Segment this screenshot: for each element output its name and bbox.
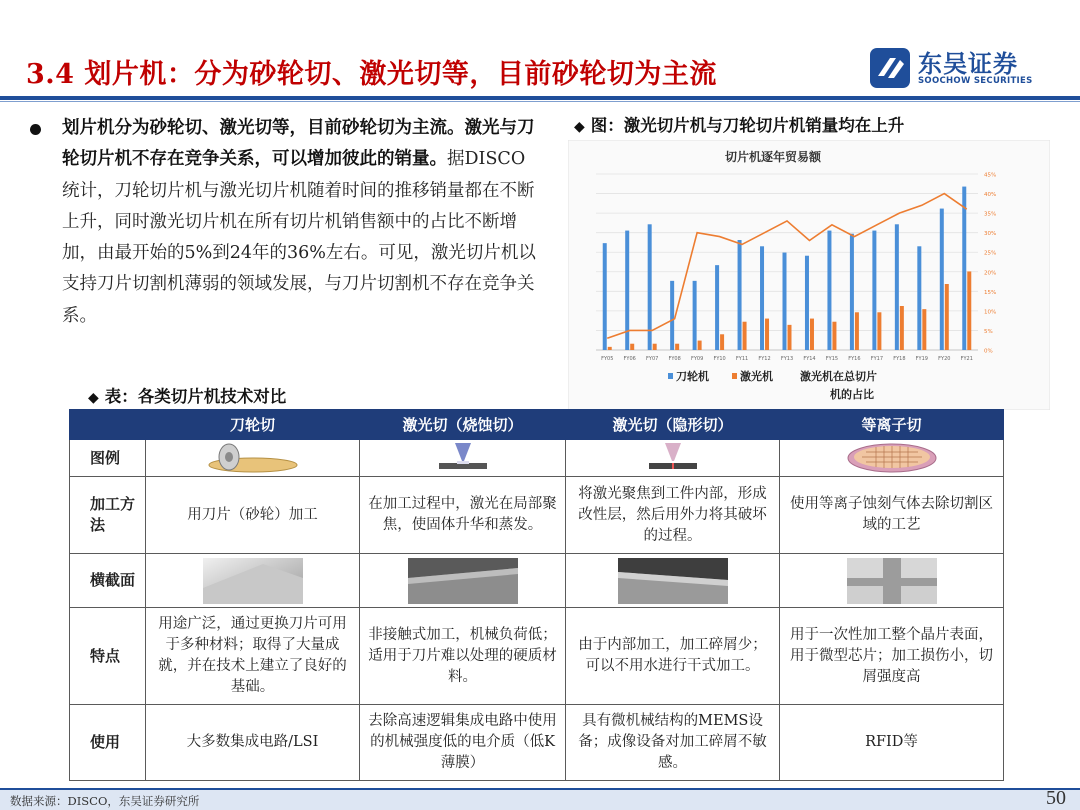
header-laser-ablation: 激光切（烧蚀切） — [360, 410, 566, 440]
usage-laser-stealth: 具有微机械结构的MEMS设备；成像设备对加工碎屑不敏感。 — [566, 705, 780, 781]
bar-blade — [805, 256, 809, 350]
page-title: 3.4 划片机：分为砂轮切、激光切等，目前砂轮切为主流 — [26, 59, 717, 90]
bar-blade — [895, 224, 899, 350]
x-tick-label: FY14 — [803, 356, 816, 362]
bar-laser — [788, 325, 792, 350]
x-tick-label: FY20 — [938, 356, 951, 362]
stealth-cross-section-image — [618, 558, 728, 604]
x-tick-label: FY05 — [601, 356, 614, 362]
x-tick-label: FY17 — [870, 356, 884, 362]
plasma-cross-section-image — [847, 558, 937, 604]
header-laser-stealth: 激光切（隐形切） — [566, 410, 780, 440]
bar-laser — [832, 322, 836, 350]
legend-label: 激光机 — [740, 370, 773, 383]
bar-laser — [922, 309, 926, 350]
y-tick-label: 5% — [984, 328, 993, 335]
y-tick-label: 35% — [984, 211, 997, 218]
intro-body: 据DISCO统计，刀轮切片机与激光切片机随着时间的推移销量都在不断上升，同时激光切片机在所有切片机销售额中的占比不断增加，由最开始的5%到24年的36%左右。可见，激光切片机以支持刀片切割机薄弱的领域发展，与刀片切割机不存在竞争关系。 — [62, 149, 536, 326]
y-tick-label: 0% — [984, 348, 993, 355]
x-tick-label: FY07 — [646, 356, 659, 362]
method-laser-stealth: 将激光聚焦到工件内部，形成改性层，然后用外力将其破坏的过程。 — [566, 477, 780, 554]
x-tick-label: FY12 — [758, 356, 771, 362]
bar-laser — [608, 347, 612, 350]
usage-laser-ablation: 去除高速逻辑集成电路中使用的机械强度低的电介质（低K薄膜） — [360, 705, 566, 781]
bar-blade — [760, 246, 764, 350]
features-laser-ablation: 非接触式加工，机械负荷低；适用于刀片难以处理的硬质材料。 — [360, 608, 566, 705]
y-tick-label: 20% — [984, 270, 997, 277]
blade-cross-section-image — [203, 558, 303, 604]
features-blade: 用途广泛，通过更换刀片可用于多种材料；取得了大量成就，并在技术上建立了良好的基础。 — [146, 608, 360, 705]
plasma-wafer-icon — [844, 442, 940, 474]
x-tick-label: FY15 — [825, 356, 839, 362]
row-head-method: 加工方法 — [70, 477, 146, 554]
legend-label: 激光机在总切片 — [800, 370, 877, 383]
bar-blade — [917, 246, 921, 350]
blade-illustration — [146, 440, 360, 477]
data-source: 数据来源：DISCO，东吴证券研究所 — [10, 794, 200, 808]
x-tick-label: FY10 — [713, 356, 726, 362]
plasma-illustration — [780, 440, 1004, 477]
legend-swatch — [668, 373, 673, 379]
bar-blade — [962, 187, 966, 350]
header-blade: 刀轮切 — [146, 410, 360, 440]
bar-laser — [698, 341, 702, 350]
intro-paragraph — [62, 113, 542, 332]
stealth-laser-icon — [643, 443, 703, 473]
chart-svg — [568, 140, 1050, 410]
bar-laser — [720, 334, 724, 350]
row-head-usage: 使用 — [70, 705, 146, 781]
bar-blade — [670, 281, 674, 350]
row-head-legend: 图例 — [70, 440, 146, 477]
row-head-features: 特点 — [70, 608, 146, 705]
bar-blade — [827, 231, 831, 350]
bar-blade — [850, 234, 854, 350]
cross-section-blade — [146, 554, 360, 608]
header-plasma: 等离子切 — [780, 410, 1004, 440]
x-tick-label: FY09 — [690, 356, 704, 362]
bar-blade — [693, 281, 697, 350]
bar-blade — [738, 240, 742, 350]
bar-blade — [872, 231, 876, 350]
legend-swatch — [732, 373, 737, 379]
bar-laser — [810, 319, 814, 350]
method-plasma: 使用等离子蚀刻气体去除切割区域的工艺 — [780, 477, 1004, 554]
table-caption-text: 表：各类切片机技术对比 — [104, 387, 287, 406]
soochow-logo-icon — [870, 48, 910, 88]
bar-blade — [603, 243, 607, 350]
cross-section-laser-stealth — [566, 554, 780, 608]
y-tick-label: 40% — [984, 192, 997, 199]
bar-laser — [765, 319, 769, 350]
table-row — [70, 477, 1004, 554]
chart-caption — [574, 112, 904, 136]
bar-blade — [715, 265, 719, 350]
comparison-table — [69, 409, 1004, 781]
y-tick-label: 10% — [984, 309, 997, 316]
x-tick-label: FY11 — [735, 356, 749, 362]
x-tick-label: FY21 — [960, 356, 973, 362]
table-caption — [88, 383, 286, 407]
y-tick-label: 15% — [984, 289, 997, 296]
laser-ablation-illustration — [360, 440, 566, 477]
table-row — [70, 705, 1004, 781]
method-laser-ablation: 在加工过程中，激光在局部聚焦，使固体升华和蒸发。 — [360, 477, 566, 554]
bar-laser — [630, 344, 634, 350]
header-cell-empty — [70, 410, 146, 440]
y-tick-label: 25% — [984, 250, 997, 257]
page-number: 50 — [1046, 787, 1066, 809]
y-tick-label: 45% — [984, 172, 997, 179]
x-tick-label: FY19 — [915, 356, 928, 362]
sales-chart — [568, 140, 1050, 410]
blade-wheel-icon — [205, 443, 301, 473]
bar-laser — [653, 344, 657, 350]
diamond-bullet-icon: ◆ — [574, 119, 585, 135]
bar-blade — [783, 253, 787, 350]
usage-plasma: RFID等 — [780, 705, 1004, 781]
bar-laser — [743, 322, 747, 350]
logo-chinese-name: 东吴证券 — [918, 50, 1018, 78]
cross-section-laser-ablation — [360, 554, 566, 608]
bar-laser — [900, 306, 904, 350]
features-plasma: 用于一次性加工整个晶片表面，用于微型芯片；加工损伤小，切屑强度高 — [780, 608, 1004, 705]
usage-blade: 大多数集成电路/LSI — [146, 705, 360, 781]
bar-laser — [945, 284, 949, 350]
bar-laser — [877, 312, 881, 350]
features-laser-stealth: 由于内部加工，加工碎屑少；可以不用水进行干式加工。 — [566, 608, 780, 705]
table-row — [70, 608, 1004, 705]
row-head-cross-section: 横截面 — [70, 554, 146, 608]
x-tick-label: FY06 — [623, 356, 636, 362]
laser-beam-icon — [433, 443, 493, 473]
legend-label: 机的占比 — [830, 388, 874, 401]
x-tick-label: FY18 — [893, 356, 906, 362]
logo-english-name: SOOCHOW SECURITIES — [918, 76, 1033, 86]
ablation-cross-section-image — [408, 558, 518, 604]
bar-laser — [855, 312, 859, 350]
table-row — [70, 554, 1004, 608]
bullet-icon — [30, 124, 41, 135]
x-tick-label: FY16 — [848, 356, 861, 362]
intro-bold: 划片机分为砂轮切、激光切等，目前砂轮切为主流。激光与刀轮切片机不存在竞争关系，可以增加彼此的销量。 — [62, 118, 535, 170]
header-divider — [0, 96, 1080, 100]
method-blade: 用刀片（砂轮）加工 — [146, 477, 360, 554]
chart-title: 切片机逐年贸易额 — [724, 150, 822, 164]
laser-stealth-illustration — [566, 440, 780, 477]
header-divider-thin — [0, 101, 1080, 102]
chart-caption-text: 图：激光切片机与刀轮切片机销量均在上升 — [590, 116, 905, 135]
table-row — [70, 440, 1004, 477]
bar-laser — [675, 344, 679, 350]
brand-logo — [870, 46, 1040, 92]
legend-label: 刀轮机 — [676, 370, 709, 383]
y-tick-label: 30% — [984, 231, 997, 238]
bar-blade — [940, 209, 944, 350]
cross-section-plasma — [780, 554, 1004, 608]
bar-laser — [967, 271, 971, 350]
table-header-row — [70, 410, 1004, 440]
diamond-bullet-icon: ◆ — [88, 390, 99, 406]
x-tick-label: FY13 — [780, 356, 794, 362]
x-tick-label: FY08 — [668, 356, 681, 362]
